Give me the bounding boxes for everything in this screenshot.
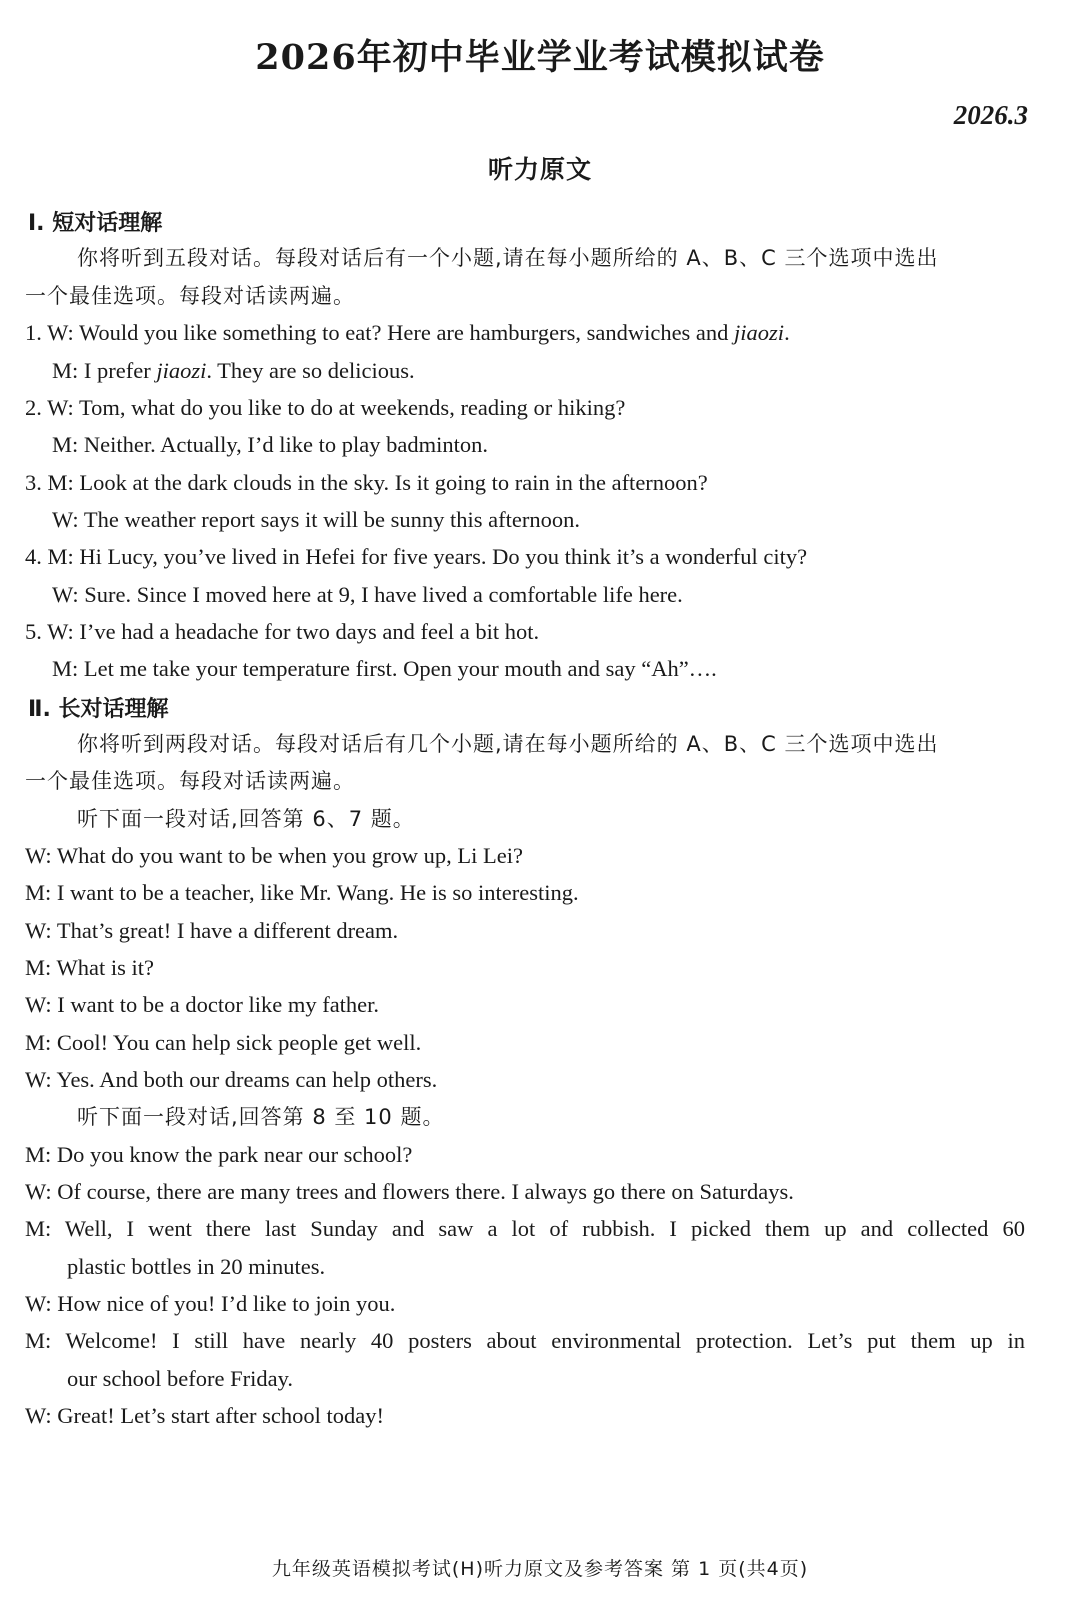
- dialog-2-line: M: Welcome! I still have nearly 40 posters about environmental protection. Let’s put them up in: [25, 1328, 1025, 1353]
- q2-line-2: M: Neither. Actually, I’d like to play badminton.: [52, 432, 488, 457]
- dialog-1-line: M: I want to be a teacher, like Mr. Wang. He is so interesting.: [25, 880, 579, 905]
- section-2-heading: Ⅱ. 长对话理解: [28, 697, 169, 722]
- q1-line-2: M: I prefer jiaozi. They are so delicious.: [52, 358, 415, 383]
- exam-date: 2026.3: [953, 100, 1028, 130]
- q3-line-1: 3. M: Look at the dark clouds in the sky. Is it going to rain in the afternoon?: [25, 470, 708, 495]
- dialog-1-line: W: What do you want to be when you grow up, Li Lei?: [25, 843, 524, 868]
- section-2-instruction-line-1: 你将听到两段对话。每段对话后有几个小题,请在每小题所给的 A、B、C 三个选项中选出: [77, 732, 939, 756]
- dialog-1-line: M: Cool! You can help sick people get well.: [25, 1030, 422, 1055]
- q1-line-1: 1. W: Would you like something to eat? Here are hamburgers, sandwiches and jiaozi.: [25, 320, 790, 345]
- dialog-2-line: W: Great! Let’s start after school today!: [25, 1403, 385, 1428]
- q5-line-1: 5. W: I’ve had a headache for two days and feel a bit hot.: [25, 619, 540, 644]
- q5-line-2: M: Let me take your temperature first. Open your mouth and say “Ah”….: [52, 656, 717, 681]
- dialog-1-line: W: Yes. And both our dreams can help others.: [25, 1067, 438, 1092]
- dialog-2-line: M: Well, I went there last Sunday and saw a lot of rubbish. I picked them up and collected 60: [25, 1216, 1025, 1241]
- section-2-instruction-line-2: 一个最佳选项。每段对话读两遍。: [25, 769, 355, 793]
- dialog-2-line: our school before Friday.: [67, 1366, 293, 1391]
- q4-line-2: W: Sure. Since I moved here at 9, I have lived a comfortable life here.: [52, 582, 683, 607]
- q2-line-1: 2. W: Tom, what do you like to do at weekends, reading or hiking?: [25, 395, 626, 420]
- q4-line-1: 4. M: Hi Lucy, you’ve lived in Hefei for five years. Do you think it’s a wonderful city?: [25, 544, 808, 569]
- section-1-instruction-line-1: 你将听到五段对话。每段对话后有一个小题,请在每小题所给的 A、B、C 三个选项中选出: [77, 246, 939, 270]
- dialog-2-line: plastic bottles in 20 minutes.: [67, 1254, 326, 1279]
- page-footer: 九年级英语模拟考试(H)听力原文及参考答案 第 1 页(共4页): [271, 1558, 809, 1580]
- section-1-instruction-line-2: 一个最佳选项。每段对话读两遍。: [25, 284, 355, 308]
- page-subtitle: 听力原文: [487, 155, 592, 184]
- dialog-2-intro: 听下面一段对话,回答第 8 至 10 题。: [77, 1105, 445, 1129]
- page-title: 2026年初中毕业学业考试模拟试卷: [255, 37, 825, 78]
- dialog-2-line: W: Of course, there are many trees and flowers there. I always go there on Saturdays.: [25, 1179, 794, 1204]
- q3-line-2: W: The weather report says it will be sunny this afternoon.: [52, 507, 580, 532]
- dialog-1-intro: 听下面一段对话,回答第 6、7 题。: [77, 807, 415, 831]
- section-1-heading: Ⅰ. 短对话理解: [28, 211, 163, 236]
- dialog-1-line: W: That’s great! I have a different dream.: [25, 918, 399, 943]
- dialog-1-line: W: I want to be a doctor like my father.: [25, 992, 380, 1017]
- dialog-2-line: W: How nice of you! I’d like to join you.: [25, 1291, 396, 1316]
- dialog-1-line: M: What is it?: [25, 955, 154, 980]
- dialog-2-line: M: Do you know the park near our school?: [25, 1142, 413, 1167]
